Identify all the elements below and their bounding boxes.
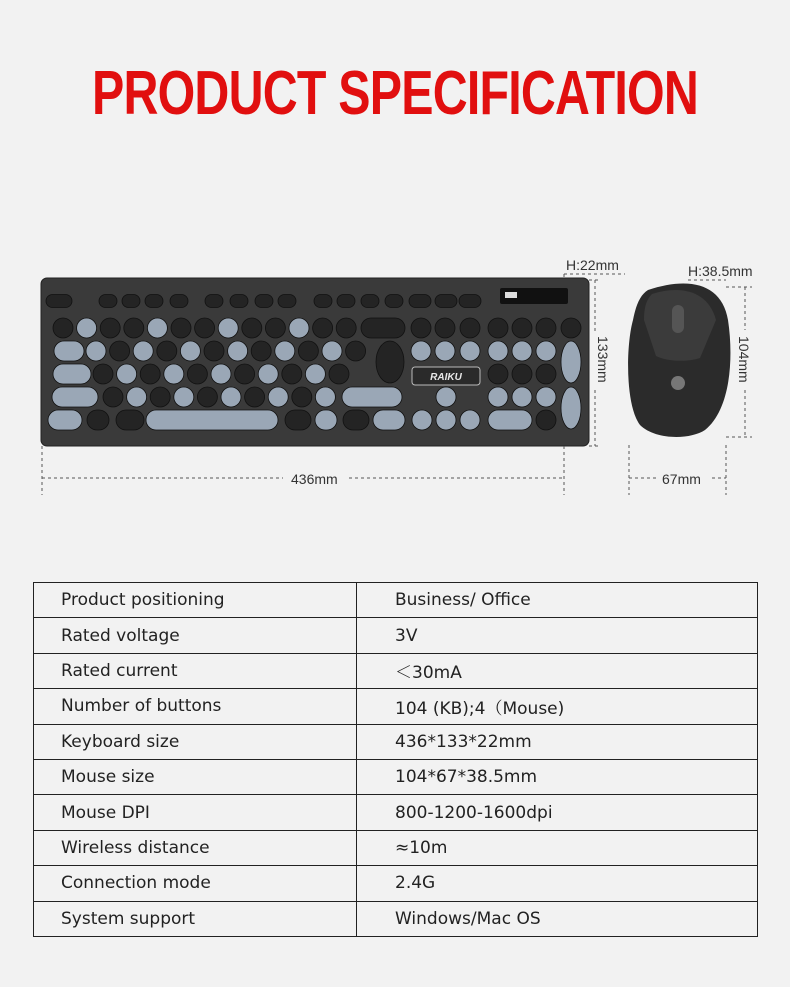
- keycap: [242, 318, 262, 338]
- spec-value: 104*67*38.5mm: [357, 759, 758, 794]
- keycap: [195, 318, 215, 338]
- keycap: [561, 387, 581, 429]
- keycap: [376, 341, 404, 383]
- spec-label: Keyboard size: [34, 724, 357, 759]
- keycap: [409, 295, 431, 308]
- keycap: [411, 341, 431, 361]
- keycap: [150, 387, 170, 407]
- keycap: [512, 341, 532, 361]
- table-row: [34, 724, 758, 759]
- keycap: [122, 295, 140, 308]
- keycap: [146, 410, 278, 430]
- mouse-height-label: H:38.5mm: [688, 263, 753, 279]
- keycap: [48, 410, 82, 430]
- keyboard-width-label: 436mm: [291, 471, 338, 487]
- keycap: [235, 364, 255, 384]
- keycap: [133, 341, 153, 361]
- keycap: [245, 387, 265, 407]
- keycap: [536, 341, 556, 361]
- keycap: [536, 318, 556, 338]
- keycap: [170, 295, 188, 308]
- keycap: [116, 410, 144, 430]
- keycap: [315, 410, 337, 430]
- keycap: [205, 295, 223, 308]
- keycap: [157, 341, 177, 361]
- spec-value: ≈10m: [357, 830, 758, 865]
- keycap: [110, 341, 130, 361]
- keycap: [411, 318, 431, 338]
- keycap: [322, 341, 342, 361]
- keycap: [147, 318, 167, 338]
- spec-label: System support: [34, 901, 357, 936]
- table-row: [34, 583, 758, 618]
- keycap: [86, 341, 106, 361]
- mouse-width-label: 67mm: [662, 471, 701, 487]
- keycap: [460, 410, 480, 430]
- spec-value: 436*133*22mm: [357, 724, 758, 759]
- keycap: [53, 364, 91, 384]
- keycap: [268, 387, 288, 407]
- keycap: [164, 364, 184, 384]
- keycap: [218, 318, 238, 338]
- spec-label: Product positioning: [34, 583, 357, 618]
- spec-label: Mouse DPI: [34, 795, 357, 830]
- keycap: [77, 318, 97, 338]
- spec-label: Mouse size: [34, 759, 357, 794]
- keycap: [488, 410, 532, 430]
- keyboard-height-label: 133mm: [595, 336, 611, 383]
- keycap: [488, 387, 508, 407]
- table-row: [34, 689, 758, 724]
- keycap: [460, 318, 480, 338]
- keycap: [459, 295, 481, 308]
- keycap: [87, 410, 109, 430]
- keycap: [46, 295, 72, 308]
- keycap: [180, 341, 200, 361]
- keycap: [117, 364, 137, 384]
- keyboard-illustration: [41, 278, 589, 446]
- keycap: [285, 410, 311, 430]
- keycap: [171, 318, 191, 338]
- table-row: [34, 866, 758, 901]
- keycap: [435, 341, 455, 361]
- table-row: [34, 653, 758, 688]
- keycap: [230, 295, 248, 308]
- keycap: [314, 295, 332, 308]
- keycap: [435, 295, 457, 308]
- keycap: [512, 364, 532, 384]
- keycap: [460, 341, 480, 361]
- keycap: [292, 387, 312, 407]
- spec-value: 2.4G: [357, 866, 758, 901]
- keycap: [278, 295, 296, 308]
- keycap: [99, 295, 117, 308]
- keycap: [343, 410, 369, 430]
- keycap: [251, 341, 271, 361]
- spec-value: Business/ Office: [357, 583, 758, 618]
- keycap: [361, 318, 405, 338]
- keycap: [289, 318, 309, 338]
- keycap: [488, 341, 508, 361]
- keycap: [145, 295, 163, 308]
- keycap: [373, 410, 405, 430]
- keycap: [258, 364, 278, 384]
- keycap: [512, 318, 532, 338]
- specification-table: [33, 582, 758, 937]
- table-row: [34, 759, 758, 794]
- keyboard-thickness-label: H:22mm: [566, 257, 619, 273]
- keycap: [255, 295, 273, 308]
- keycap: [436, 410, 456, 430]
- keycap: [204, 341, 224, 361]
- keycap: [298, 341, 318, 361]
- keycap: [265, 318, 285, 338]
- keycap: [329, 364, 349, 384]
- keycap: [412, 410, 432, 430]
- keycap: [315, 387, 335, 407]
- keycap: [436, 387, 456, 407]
- keycap: [561, 318, 581, 338]
- keycap: [512, 387, 532, 407]
- table-row: [34, 795, 758, 830]
- spec-label: Number of buttons: [34, 689, 357, 724]
- keycap: [228, 341, 248, 361]
- keycap: [211, 364, 231, 384]
- keycap: [342, 387, 402, 407]
- keycap: [313, 318, 333, 338]
- keycap: [305, 364, 325, 384]
- keycap: [536, 387, 556, 407]
- spec-label: Connection mode: [34, 866, 357, 901]
- keycap: [435, 318, 455, 338]
- spec-value: Windows/Mac OS: [357, 901, 758, 936]
- keycap: [385, 295, 403, 308]
- keyboard-brand: RAIKU: [430, 372, 462, 383]
- keycap: [346, 341, 366, 361]
- table-row: [34, 618, 758, 653]
- keycap: [93, 364, 113, 384]
- spec-label: Rated current: [34, 653, 357, 688]
- spec-value: 3V: [357, 618, 758, 653]
- keycap: [140, 364, 160, 384]
- keycap: [536, 410, 556, 430]
- keycap: [54, 341, 84, 361]
- keycap: [336, 318, 356, 338]
- keycap: [488, 364, 508, 384]
- keycap: [100, 318, 120, 338]
- spec-label: Wireless distance: [34, 830, 357, 865]
- keycap: [53, 318, 73, 338]
- keycap: [103, 387, 123, 407]
- spec-value: ＜30mA: [357, 653, 758, 688]
- spec-label: Rated voltage: [34, 618, 357, 653]
- keycap: [337, 295, 355, 308]
- keycap: [124, 318, 144, 338]
- keycap: [488, 318, 508, 338]
- spec-value: 104 (KB);4（Mouse): [357, 689, 758, 724]
- table-row: [34, 901, 758, 936]
- keycap: [187, 364, 207, 384]
- mouse-length-label: 104mm: [736, 336, 752, 383]
- table-row: [34, 830, 758, 865]
- mouse-illustration: [628, 283, 730, 436]
- keycap: [221, 387, 241, 407]
- page-title: PRODUCT SPECIFICATION: [91, 59, 699, 128]
- keycap: [127, 387, 147, 407]
- keycap: [275, 341, 295, 361]
- keycap: [361, 295, 379, 308]
- keycap: [197, 387, 217, 407]
- keycap: [282, 364, 302, 384]
- keycap: [174, 387, 194, 407]
- spec-value: 800-1200-1600dpi: [357, 795, 758, 830]
- keycap: [561, 341, 581, 383]
- keycap: [536, 364, 556, 384]
- keycap: [52, 387, 98, 407]
